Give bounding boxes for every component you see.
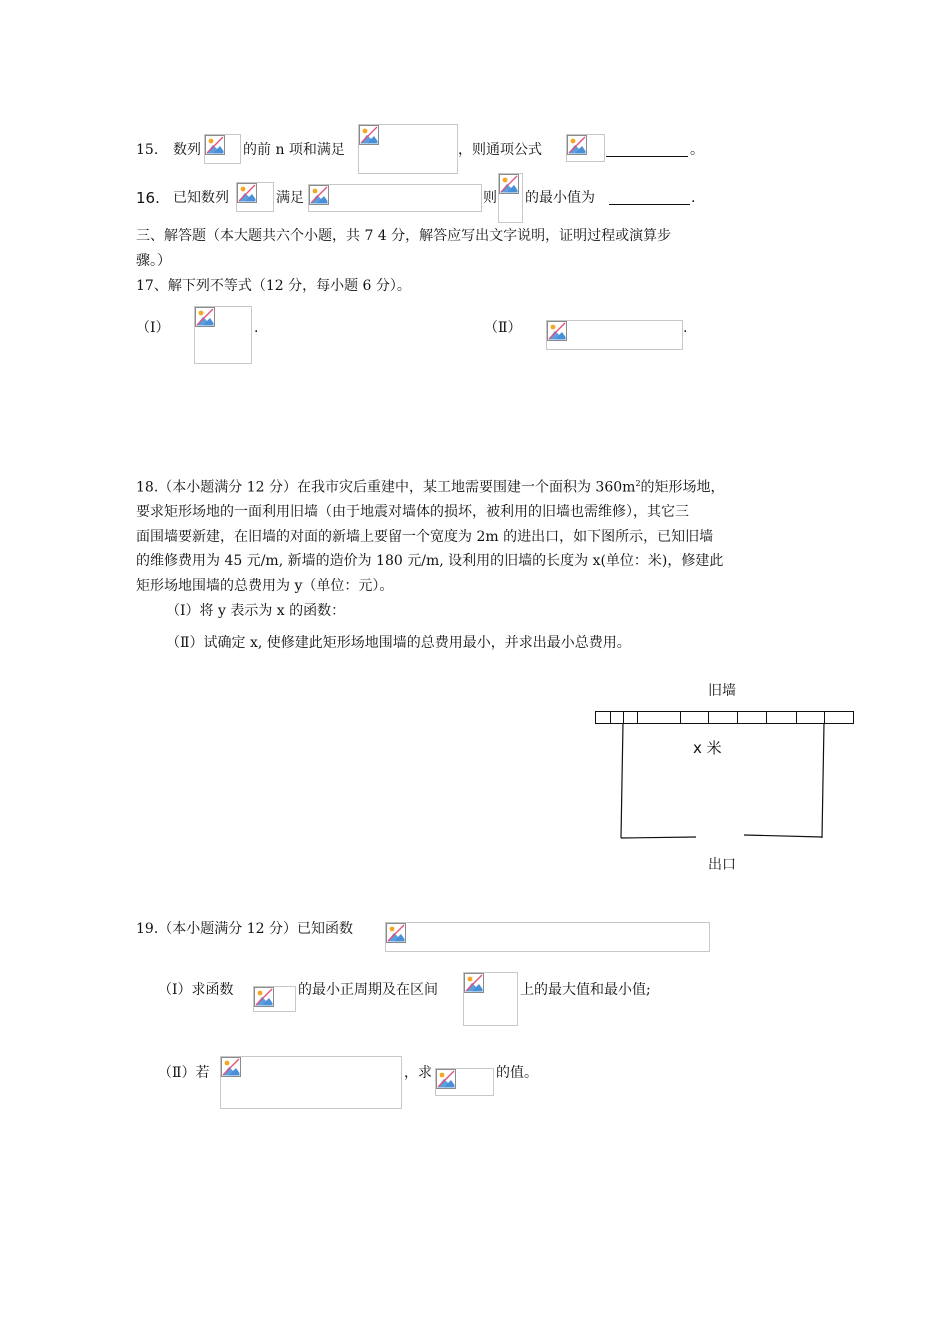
broken-image-icon xyxy=(464,973,484,993)
formula-image xyxy=(358,124,458,174)
broken-image-icon xyxy=(547,321,567,341)
broken-image-icon xyxy=(386,923,406,943)
broken-image-icon xyxy=(221,1057,241,1077)
question-text: 要求矩形场地的一面利用旧墙（由于地震对墙体的损坏，被利用的旧墙也需维修），其它三 xyxy=(136,504,689,520)
question-text: 的最小值为 xyxy=(525,190,595,206)
broken-image-icon xyxy=(359,125,379,145)
broken-image-icon xyxy=(499,174,519,194)
question-17-title: 17、解下列不等式（12 分，每小题 6 分）。 xyxy=(136,278,411,294)
answer-blank xyxy=(606,143,688,160)
section-heading-cont: 骤。） xyxy=(136,253,171,269)
question-text: 面围墙要新建，在旧墙的对面的新墙上要留一个宽度为 2m 的进出口，如下图所示，已知旧墙 xyxy=(136,529,714,545)
part-text: （Ⅱ）试确定 x, 使修建此矩形场地围墙的总费用最小，并求出最小总费用。 xyxy=(166,635,631,651)
question-text: 。 xyxy=(690,142,704,158)
question-text: 18.（本小题满分 12 分）在我市灾后重建中，某工地需要围建一个面积为 $360m^2$的矩形场地， xyxy=(136,479,725,496)
old-wall-label: 旧墙 xyxy=(708,683,736,699)
part-text: ，求 xyxy=(404,1065,432,1081)
section-heading: 三、解答题（本大题共六个小题，共 7 4 分，解答应写出文字说明，证明过程或演算步 xyxy=(136,228,672,244)
formula-image xyxy=(204,134,241,164)
formula-image xyxy=(194,306,252,364)
formula-image xyxy=(546,320,683,350)
question-text: 满足 xyxy=(276,190,304,206)
question-text: 矩形场地围墙的总费用为 y（单位：元）。 xyxy=(136,578,394,594)
question-text: 已知数列 xyxy=(173,190,229,206)
broken-image-icon xyxy=(237,183,257,203)
question-text: 的维修费用为 45 元/m, 新墙的造价为 180 元/m, 设利用的旧墙的长度为 x(单位：米)，修建此 xyxy=(136,553,724,569)
question-text: 19.（本小题满分 12 分）已知函数 xyxy=(136,921,353,937)
part-text: （Ⅱ）若 xyxy=(158,1065,210,1081)
question-text: . xyxy=(691,190,696,206)
formula-image xyxy=(498,173,523,223)
formula-image xyxy=(566,134,605,162)
broken-image-icon xyxy=(436,1069,456,1089)
formula-image xyxy=(236,182,274,212)
exit-label: 出口 xyxy=(708,857,736,873)
question-text: 则 xyxy=(483,190,497,206)
part-text: 上的最大值和最小值; xyxy=(520,982,651,998)
part-label: （Ⅰ） xyxy=(136,320,170,336)
punctuation: . xyxy=(254,320,259,336)
question-number: 16. xyxy=(136,189,160,207)
formula-image xyxy=(435,1068,494,1096)
part-label: （Ⅱ） xyxy=(484,320,522,336)
part-text: 的最小正周期及在区间 xyxy=(298,982,438,998)
question-number: 15. xyxy=(136,142,159,158)
x-meter-label: x 米 xyxy=(693,739,722,757)
formula-image xyxy=(253,986,296,1012)
broken-image-icon xyxy=(567,135,587,155)
wall-diagram-lines xyxy=(590,705,860,845)
formula-image xyxy=(220,1056,402,1109)
broken-image-icon xyxy=(254,987,274,1007)
formula-image xyxy=(385,922,710,952)
part-text: 的值。 xyxy=(496,1065,538,1081)
formula-image xyxy=(463,972,518,1026)
question-text: ，则通项公式 xyxy=(458,142,542,158)
part-text: （Ⅰ）求函数 xyxy=(158,982,234,998)
broken-image-icon xyxy=(205,135,225,155)
broken-image-icon xyxy=(309,185,329,205)
formula-image xyxy=(308,184,482,212)
answer-blank xyxy=(609,191,690,208)
punctuation: . xyxy=(683,320,688,336)
part-text: （Ⅰ）将 y 表示为 x 的函数： xyxy=(166,603,346,619)
question-text: 数列 xyxy=(173,142,201,158)
question-text: 的前 n 项和满足 xyxy=(243,142,345,158)
broken-image-icon xyxy=(195,307,215,327)
